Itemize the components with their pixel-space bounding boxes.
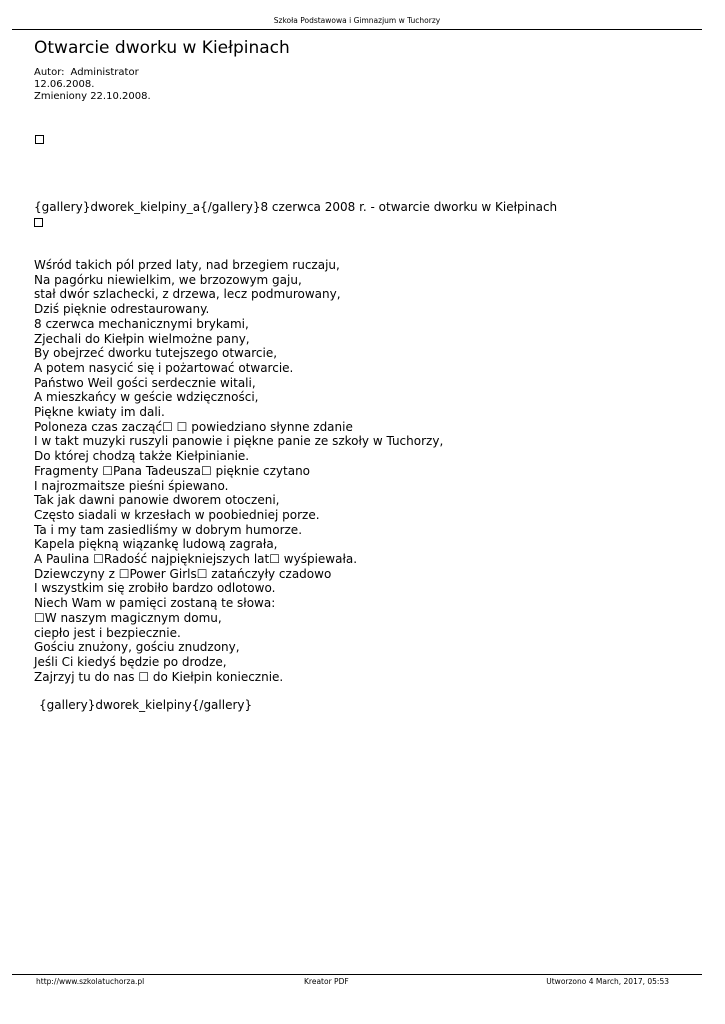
poem-line: Niech Wam w pamięci zostaną te słowa:: [34, 596, 276, 611]
poem-line: Kapela piękną wiązankę ludową zagrała,: [34, 537, 278, 552]
page-header: [12, 12, 702, 30]
poem-line: I najrozmaitsze pieśni śpiewano.: [34, 478, 229, 493]
article-title: Otwarcie dworku w Kiełpinach: [34, 38, 290, 58]
poem-line: Ta i my tam zasiedliśmy w dobrym humorze.: [34, 522, 303, 537]
poem-line: Tak jak dawni panowie dworem otoczeni,: [34, 493, 280, 508]
poem-line: Wśród takich pól przed laty, nad brzegiem ruczaju,: [34, 258, 340, 272]
poem-line: ciepło jest i bezpiecznie.: [34, 625, 181, 640]
author-name: Administrator: [70, 67, 139, 78]
poem-line: ☐W naszym magicznym domu,: [34, 610, 222, 625]
poem: [34, 258, 443, 684]
page-footer: [12, 974, 702, 989]
poem-line: Dziewczyny z ☐Power Girls☐ zatańczyły czadowo: [34, 566, 332, 581]
gallery-intro: [34, 200, 557, 229]
gallery-intro-text: {gallery}dworek_kielpiny_a{/gallery}8 czerwca 2008 r. - otwarcie dworku w Kiełpinach: [34, 200, 558, 214]
missing-image-icon: [34, 218, 43, 227]
poem-line: Państwo Weil gości serdecznie witali,: [34, 375, 256, 390]
author-label: Autor:: [34, 67, 65, 78]
poem-line: Na pagórku niewielkim, we brzozowym gaju,: [34, 272, 302, 287]
poem-line: A mieszkańcy w geście wdzięczności,: [34, 390, 259, 405]
gallery-end: {gallery}dworek_kielpiny{/gallery}: [39, 698, 253, 712]
poem-line: Do której chodzą także Kiełpinianie.: [34, 449, 250, 464]
poem-line: Często siadali w krzesłach w poobiedniej porze.: [34, 507, 320, 522]
poem-line: Zajrzyj tu do nas ☐ do Kiełpin koniecznie.: [34, 669, 284, 684]
author-row: [34, 67, 151, 79]
poem-line: Jeśli Ci kiedyś będzie po drodze,: [34, 654, 227, 669]
poem-line: Poloneza czas zacząć☐ ☐ powiedziano słynne zdanie: [34, 419, 353, 434]
footer-url[interactable]: http://www.szkolatuchorza.pl: [36, 977, 145, 986]
poem-line: A potem nasycić się i pożartować otwarcie.: [34, 360, 294, 375]
poem-line: By obejrzeć dworku tutejszego otwarcie,: [34, 346, 278, 361]
poem-line: Piękne kwiaty im dali.: [34, 405, 165, 420]
site-name: Szkoła Podstawowa i Gimnazjum w Tuchorzy: [273, 16, 441, 25]
poem-line: I wszystkim się zrobiło bardzo odlotowo.: [34, 581, 276, 596]
poem-line: Gościu znużony, gościu znudzony,: [34, 640, 240, 655]
poem-line: Zjechali do Kiełpin wielmożne pany,: [34, 331, 250, 346]
poem-line: Fragmenty ☐Pana Tadeusza☐ pięknie czytano: [34, 463, 311, 478]
poem-line: stał dwór szlachecki, z drzewa, lecz podmurowany,: [34, 287, 341, 302]
poem-line: A Paulina ☐Radość najpiękniejszych lat☐ wyśpiewała.: [34, 552, 358, 567]
missing-image-icon: [35, 128, 44, 147]
created-date: 12.06.2008.: [34, 79, 95, 90]
article-meta: [34, 67, 151, 103]
footer-created: Utworzono 4 March, 2017, 05:53: [546, 977, 669, 986]
footer-generator: Kreator PDF: [304, 977, 349, 986]
modified-date: Zmieniony 22.10.2008.: [34, 91, 151, 102]
poem-line: Dziś pięknie odrestaurowany.: [34, 302, 210, 317]
poem-line: I w takt muzyki ruszyli panowie i piękne panie ze szkoły w Tuchorzy,: [34, 434, 444, 449]
poem-line: 8 czerwca mechanicznymi brykami,: [34, 316, 249, 331]
